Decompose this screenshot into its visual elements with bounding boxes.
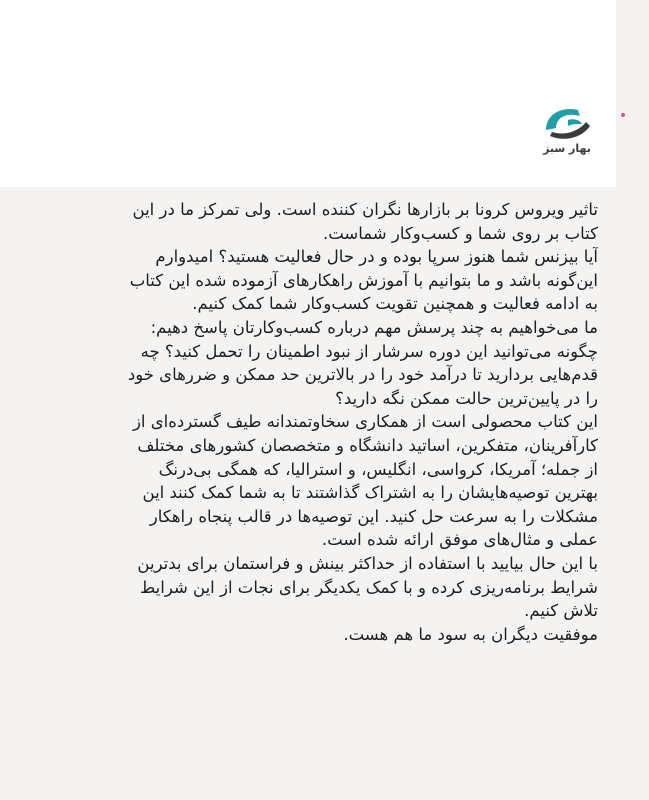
text-line: با این حال بیایید با استفاده از حداکثر بینش و فراستمان برای بدترین — [137, 553, 598, 573]
pink-ink-dot — [621, 113, 625, 117]
publisher-logo — [538, 102, 596, 170]
text-line: کارآفرینان، متفکرین، اساتید دانشگاه و متخصصان کشورهای مختلف — [137, 435, 598, 455]
text-line: کتاب بر روی شما و کسب‌وکار شماست. — [322, 223, 598, 243]
white-cover-panel — [0, 0, 616, 187]
publisher-name: بهار سبز — [543, 142, 591, 155]
text-line: را در پایین‌ترین حالت ممکن نگه دارید؟ — [335, 388, 598, 408]
text-line: چگونه می‌توانید این دوره سرشار از نبود اطمینان را تحمل کنید؟ چه — [140, 341, 598, 361]
text-line: این کتاب محصولی است از همکاری سخاوتمندانه طیف گسترده‌ای از — [132, 412, 598, 432]
text-line: مشکلات را به سرعت حل کنید. این توصیه‌ها در قالب پنجاه راهکار — [149, 506, 598, 526]
text-line: ما می‌خواهیم به چند پرسش مهم درباره کسب‌وکارتان پاسخ دهیم: — [150, 317, 598, 337]
text-line: آیا بیزنس شما هنوز سرپا بوده و در حال فعالیت هستید؟ امیدوارم — [155, 247, 598, 267]
text-line: این‌گونه باشد و ما بتوانیم با آموزش راهکارهای آزموده شده این کتاب — [129, 270, 598, 290]
text-line: تلاش کنیم. — [524, 601, 598, 621]
bahar-sabz-logo-icon — [538, 102, 596, 142]
text-line: به ادامه فعالیت و همچنین تقویت کسب‌وکار شما کمک کنیم. — [192, 294, 598, 314]
text-line: از جمله؛ آمریکا، کرواسی، انگلیس، و استرالیا، که همگی بی‌درنگ — [158, 459, 598, 479]
text-line: شرایط برنامه‌ریزی کرده و با کمک یکدیگر برای نجات از این شرایط — [140, 577, 598, 597]
text-line: عملی و مثال‌های موفق ارائه شده است. — [321, 530, 598, 550]
text-line: تاثیر ویروس کرونا بر بازارها نگران کننده است. ولی تمرکز ما در این — [132, 200, 598, 219]
text-line: بهترین توصیه‌هایشان را به اشتراک گذاشتند تا به شما کمک کنند این — [142, 483, 598, 503]
back-cover-text — [38, 198, 598, 646]
text-line: موفقیت دیگران به سود ما هم هست. — [343, 624, 598, 644]
text-line: قدم‌هایی بردارید تا درآمد خود را در بالاترین حد ممکن و ضررهای خود — [127, 365, 598, 385]
